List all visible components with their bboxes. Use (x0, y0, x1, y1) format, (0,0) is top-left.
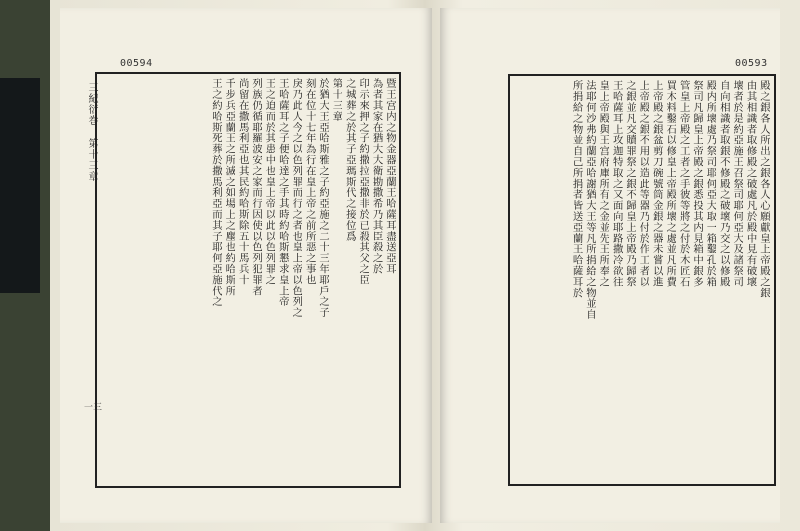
text-column: 千步兵亞蘭王之所滅之如場上之塵也約哈斯所 (223, 78, 236, 296)
text-column: 皇上帝殿與王宫府庫所有之金並先王所奉之 (597, 80, 610, 288)
text-column: 為者其家在猶大大衛勘撒希乃其臣殺之於 (370, 78, 383, 275)
text-column: 所捐給之物並自己所捐者皆送亞蘭王哈薩耳於 (570, 80, 583, 298)
text-column: 王之約哈斯死葬於撒馬利亞而其子耶何亞施代之 (209, 78, 222, 307)
text-column: 之銀並凡交贖罪祭之銀不歸皇上帝殿乃歸祭 (624, 80, 637, 288)
left-folio: 一三 (84, 403, 103, 413)
text-column: 於猶大王亞哈斯雅之子約亞施之二十三年耶戶之子 (317, 78, 330, 318)
text-column: 管皇上帝殿之工者之手彼等將之付於木匠石 (677, 80, 690, 288)
text-column: 祭司凡歸皇上帝殿之銀悉投其内見箱中銀多 (691, 80, 704, 288)
text-column: 戾乃此人今之以色列罪而行之者也皇上帝以色列之 (290, 78, 303, 318)
text-column: 由其相識者取修殿之破處凡於殿中見有破壞 (744, 80, 757, 288)
right-page-columns (512, 80, 770, 478)
text-column: 列族仍循耶羅波安之家而行因使以色列犯罪者 (250, 78, 263, 296)
text-column: 法耶何沙弗約蘭亞哈謝猶大王等凡所捐給之物並自 (583, 80, 596, 320)
text-column: 尚留在撒馬利亞也其民約哈斯除五十馬兵十 (236, 78, 249, 286)
text-column: 殿之銀各人所出之銀各人心願獻皇上帝殿之銀 (758, 80, 770, 298)
text-column: 王哈薩耳之子便哈達之手其時約哈斯懇求皇上帝 (276, 78, 289, 307)
left-page-columns (100, 78, 396, 480)
text-column: 上帝殿之銀不用以造此等器乃付於作工者以 (637, 80, 650, 288)
text-column: 買木料鑿石以修皇上帝殿所壞之處並凡所費 (664, 80, 677, 288)
text-column: 王之迫而於其患中也皇上帝以此以色列罪之 (263, 78, 276, 286)
text-column: 王哈薩耳上攻迦特取之又面向耶路撒冷欲往 (610, 80, 623, 288)
left-page-number: 00594 (120, 58, 153, 69)
right-page-number: 00593 (735, 58, 768, 69)
text-column: 刻在位十七年為行在皇上帝之前所惡之事也 (303, 78, 316, 286)
dark-book-edge (0, 78, 40, 293)
text-column: 暨王宫内之物金器亞蘭王哈薩耳盡送亞耳 (384, 78, 396, 275)
chapter-heading: 第十三章 (330, 78, 343, 122)
text-column: 壞者於是約亞施王召祭司耶何亞大及諸祭司 (731, 80, 744, 288)
text-column: 殿内所壞處乃祭司耶何亞大取一箱鑿孔於箱 (704, 80, 717, 288)
text-column: 上帝殿之銀盆剪刀碗號筒金銀之器未嘗以進 (650, 80, 663, 288)
left-margin-label: 三紀衍巻 第十三章 (86, 82, 97, 182)
text-column: 印示來押之子約撒拉亞撒非於已殺其父之臣 (357, 78, 370, 286)
text-column: 之城葬之於其子亞瑪斯代之接位爲 (343, 78, 356, 242)
text-column: 自向相識者取銀不修殿之破壞乃交之以修殿 (717, 80, 730, 288)
